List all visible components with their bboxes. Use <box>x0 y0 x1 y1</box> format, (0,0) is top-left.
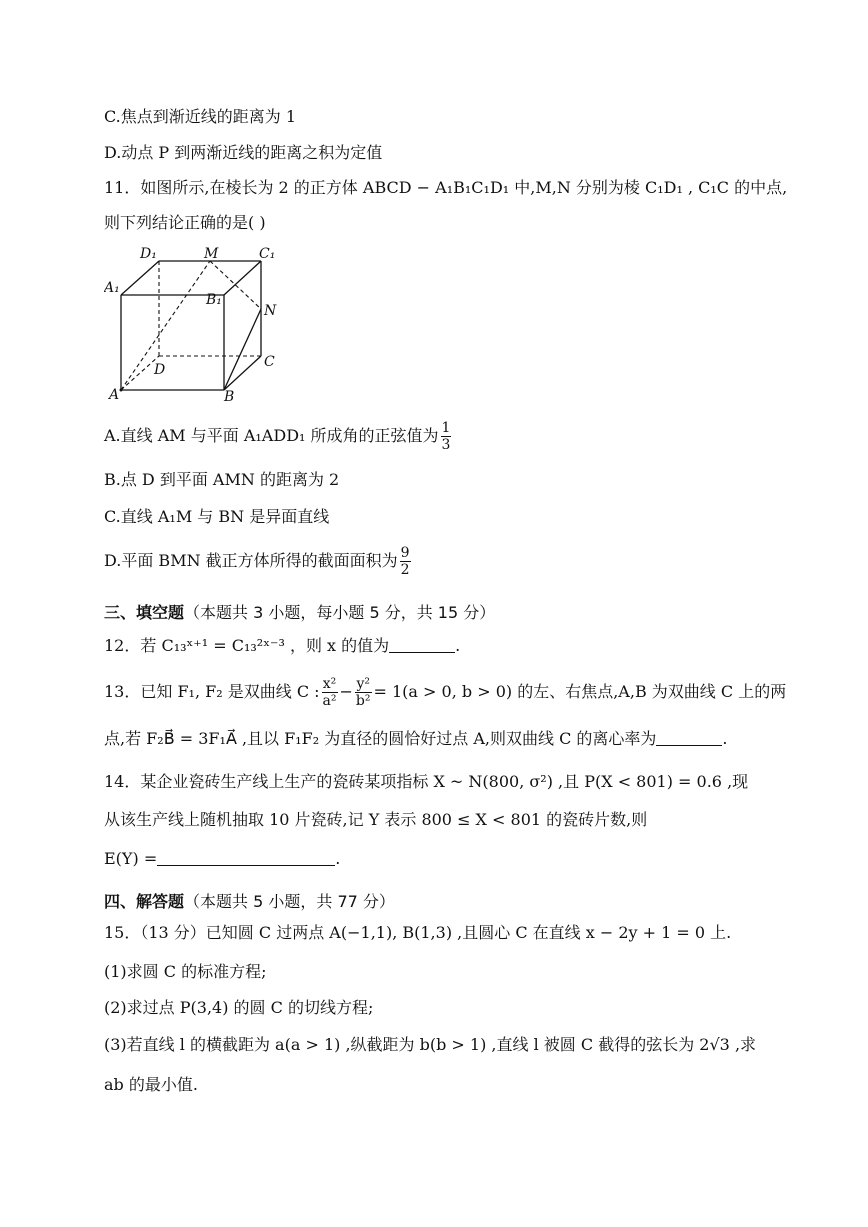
cube-figure <box>104 238 294 403</box>
q11-stem-line2: 则下列结论正确的是( ) <box>104 213 266 232</box>
q14-answer-blank[interactable] <box>157 849 335 866</box>
q11-option-a-text: A.直线 AM 与平面 A₁ADD₁ 所成角的正弦值为 <box>104 426 439 445</box>
section3-heading <box>104 603 495 623</box>
label-c: C <box>264 354 275 370</box>
q12-end: . <box>455 636 461 655</box>
fraction-numerator: 9 <box>400 545 410 561</box>
q13-line2 <box>104 729 728 749</box>
label-a1: A₁ <box>104 280 120 296</box>
fraction-x2-a2 <box>322 676 338 709</box>
q12 <box>104 636 460 656</box>
q14-line1: 14．某企业瓷砖生产线上生产的瓷砖某项指标 X ~ N(800, σ²) ,且 P(X < 801) = 0.6 ,现 <box>104 772 749 791</box>
q13-end: . <box>722 729 728 748</box>
fraction-y2-b2 <box>355 676 372 709</box>
q14-line3 <box>104 849 340 869</box>
section3-note: （本题共 3 小题，每小题 5 分，共 15 分） <box>184 603 496 622</box>
q13-line2-text: 点,若 F₂B⃗ = 3F₁A⃗ ,且以 F₁F₂ 为直径的圆恰好过点 A,则双曲线 C 的离心率为 <box>104 729 657 748</box>
fraction-one-third <box>441 420 452 453</box>
q15-part1: (1)求圆 C 的标准方程; <box>104 962 267 981</box>
q11-option-c: C.直线 A₁M 与 BN 是异面直线 <box>104 507 330 526</box>
q11-stem-line1: 11．如图所示,在棱长为 2 的正方体 ABCD − A₁B₁C₁D₁ 中,M,N 分别为棱 C₁D₁ , C₁C 的中点, <box>104 178 788 197</box>
label-n: N <box>264 303 277 319</box>
fraction-denominator: b² <box>355 693 371 709</box>
q14-end: . <box>335 849 341 868</box>
q15-stem: 15．（13 分）已知圆 C 过两点 A(−1,1), B(1,3) ,且圆心 C 在直线 x − 2y + 1 = 0 上. <box>104 923 732 942</box>
q10-option-d: D.动点 P 到两渐近线的距离之积为定值 <box>104 143 383 162</box>
q13-line1-pre: 13．已知 F₁, F₂ 是双曲线 C : <box>104 682 320 701</box>
fraction-denominator: 3 <box>441 437 451 453</box>
fraction-denominator: 2 <box>400 562 410 578</box>
q14-line2: 从该生产线上随机抽取 10 片瓷砖,记 Y 表示 800 ≤ X < 801 的瓷砖片数,则 <box>104 810 648 829</box>
q12-answer-blank[interactable] <box>389 636 455 653</box>
section4-note: （本题共 5 小题，共 77 分） <box>184 892 395 911</box>
q13-line1-post: = 1(a > 0, b > 0) 的左、右焦点,A,B 为双曲线 C 上的两 <box>373 682 787 701</box>
q11-option-d <box>104 545 413 578</box>
fraction-numerator: x² <box>322 676 337 692</box>
section4-title: 四、解答题 <box>104 892 185 911</box>
fraction-denominator: a² <box>322 693 337 709</box>
q12-text: 12．若 C₁₃ˣ⁺¹ = C₁₃²ˣ⁻³ ，则 x 的值为 <box>104 636 390 655</box>
q15-part3-line1: (3)若直线 l 的横截距为 a(a > 1) ,纵截距为 b(b > 1) ,直线 l 被圆 C 截得的弦长为 2√3 ,求 <box>104 1035 757 1054</box>
q15-part2: (2)求过点 P(3,4) 的圆 C 的切线方程; <box>104 998 374 1017</box>
q11-option-a <box>104 420 453 453</box>
label-c1: C₁ <box>259 246 276 262</box>
q13-line1: 13．已知 F₁, F₂ 是双曲线 C : $\frac{\text{x²}}{\text{a²}}$ − $\frac{\text{y²}}{\text{b²}}$ = 1(a > 0, b > 0) 的左、右焦点,A,B 为双曲线 C 上的两 <box>104 676 787 709</box>
label-a: A <box>109 387 120 403</box>
q10-option-c: C.焦点到渐近线的距离为 1 <box>104 107 297 126</box>
label-d: D <box>154 362 166 378</box>
fraction-nine-halves <box>400 545 411 578</box>
label-d1: D₁ <box>140 246 157 262</box>
q11-option-d-text: D.平面 BMN 截正方体所得的截面面积为 <box>104 551 398 570</box>
label-b1: B₁ <box>206 292 222 308</box>
fraction-numerator: 1 <box>441 420 451 436</box>
q13-answer-blank[interactable] <box>656 729 722 746</box>
label-m: M <box>204 246 219 262</box>
section4-heading <box>104 892 395 912</box>
label-b: B <box>224 389 235 403</box>
fraction-numerator: y² <box>356 676 370 692</box>
q14-line3-text: E(Y) = <box>104 849 158 868</box>
q15-part3-line2: ab 的最小值. <box>104 1075 198 1094</box>
section3-title: 三、填空题 <box>104 603 185 622</box>
q11-option-b: B.点 D 到平面 AMN 的距离为 2 <box>104 470 340 489</box>
